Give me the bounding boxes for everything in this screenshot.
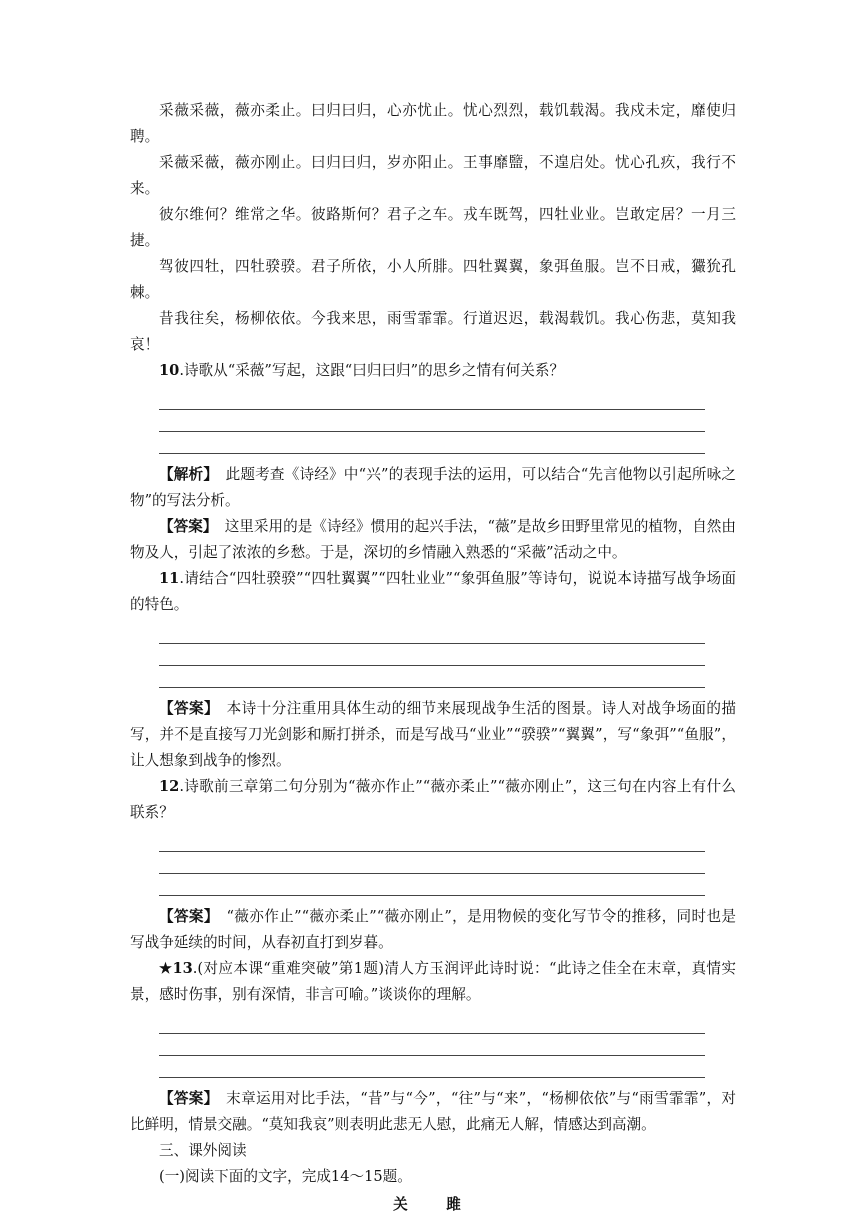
answer-line[interactable] bbox=[159, 874, 705, 896]
answer-line[interactable] bbox=[159, 622, 705, 644]
answer-lines bbox=[130, 388, 736, 454]
answer-tag: 【答案】 bbox=[159, 1090, 212, 1107]
poem-stanza-4: 驾彼四牡，四牡骙骙。君子所依，小人所腓。四牡翼翼，象弭鱼服。岂不日戒，玁狁孔棘。 bbox=[130, 258, 736, 301]
answer-13 bbox=[130, 1086, 736, 1138]
answer-tag: 【答案】 bbox=[159, 518, 211, 535]
analysis-text: 此题考查《诗经》中“兴”的表现手法的运用，可以结合“先言他物以引起所咏之物”的写法分析。 bbox=[130, 466, 736, 509]
answer-text: “薇亦作止”“薇亦柔止”“薇亦刚止”，是用物候的变化写节令的推移，同时也是写战争延续的时间，从春初直打到岁暮。 bbox=[130, 908, 736, 951]
answer-line[interactable] bbox=[159, 388, 705, 410]
answer-lines bbox=[130, 830, 736, 896]
answer-12 bbox=[130, 904, 736, 956]
question-text: .(对应本课“重难突破”第1题)清人方玉润评此诗时说：“此诗之佳全在末章，真情实景，感时伤事，别有深情，非言可喻。”谈谈你的理解。 bbox=[130, 960, 736, 1003]
answer-line[interactable] bbox=[159, 1012, 705, 1034]
answer-line[interactable] bbox=[159, 666, 705, 688]
answer-line[interactable] bbox=[159, 1056, 705, 1078]
question-number: 11 bbox=[159, 570, 180, 587]
answer-text: 本诗十分注重用具体生动的细节来展现战争生活的图景。诗人对战争场面的描写，并不是直接写刀光剑影和厮打拼杀，而是写战马“业业”“骙骙”“翼翼”，写“象弭”“鱼服”，让人想象到战争的惨烈。 bbox=[130, 700, 736, 769]
question-10 bbox=[130, 358, 736, 384]
answer-lines bbox=[130, 1012, 736, 1078]
question-text: .请结合“四牡骙骙”“四牡翼翼”“四牡业业”“象弭鱼服”等诗句，说说本诗描写战争场面的特色。 bbox=[130, 570, 736, 613]
answer-tag: 【答案】 bbox=[159, 908, 212, 925]
poem-stanza-3: 彼尔维何？维常之华。彼路斯何？君子之车。戎车既驾，四牡业业。岂敢定居？一月三捷。 bbox=[130, 206, 736, 249]
analysis-tag: 【解析】 bbox=[159, 466, 211, 483]
question-number: 12 bbox=[159, 778, 180, 795]
question-13 bbox=[130, 956, 736, 1008]
answer-line[interactable] bbox=[159, 432, 705, 454]
poem-stanza-1: 采薇采薇，薇亦柔止。曰归曰归，心亦忧止。忧心烈烈，载饥载渴。我戍未定，靡使归聘。 bbox=[130, 102, 736, 145]
question-12 bbox=[130, 774, 736, 826]
subsection-instruction: (一)阅读下面的文字，完成14～15题。 bbox=[159, 1168, 412, 1185]
answer-line[interactable] bbox=[159, 852, 705, 874]
answer-text: 末章运用对比手法，“昔”与“今”，“往”与“来”，“杨柳依依”与“雨雪霏霏”，对比鲜明，情景交融。“莫知我哀”则表明此悲无人慰，此痛无人解，情感达到高潮。 bbox=[130, 1090, 736, 1133]
answer-line[interactable] bbox=[159, 1034, 705, 1056]
question-number: ★13 bbox=[159, 960, 193, 977]
poem-stanza-2: 采薇采薇，薇亦刚止。曰归曰归，岁亦阳止。王事靡盬，不遑启处。忧心孔疚，我行不来。 bbox=[130, 154, 736, 197]
answer-line[interactable] bbox=[159, 410, 705, 432]
answer-line[interactable] bbox=[159, 644, 705, 666]
section-heading: 三、课外阅读 bbox=[159, 1142, 247, 1159]
answer-lines bbox=[130, 622, 736, 688]
question-text: .诗歌从“采薇”写起，这跟“曰归曰归”的思乡之情有何关系？ bbox=[179, 362, 565, 379]
answer-line[interactable] bbox=[159, 830, 705, 852]
question-11 bbox=[130, 566, 736, 618]
document-page bbox=[130, 98, 736, 1218]
question-number: 10 bbox=[159, 362, 180, 379]
question-text: .诗歌前三章第二句分别为“薇亦作止”“薇亦柔止”“薇亦刚止”，这三句在内容上有什么联系？ bbox=[130, 778, 736, 821]
answer-10 bbox=[130, 514, 736, 566]
answer-tag: 【答案】 bbox=[159, 700, 212, 717]
answer-11 bbox=[130, 696, 736, 774]
answer-text: 这里采用的是《诗经》惯用的起兴手法，“薇”是故乡田野里常见的植物，自然由物及人，引起了浓浓的乡愁。于是，深切的乡情融入熟悉的“采薇”活动之中。 bbox=[130, 518, 736, 561]
analysis-10 bbox=[130, 462, 736, 514]
poem-title: 关 雎 bbox=[393, 1196, 473, 1213]
poem-stanza-5: 昔我往矣，杨柳依依。今我来思，雨雪霏霏。行道迟迟，载渴载饥。我心伤悲，莫知我哀！ bbox=[130, 310, 736, 353]
